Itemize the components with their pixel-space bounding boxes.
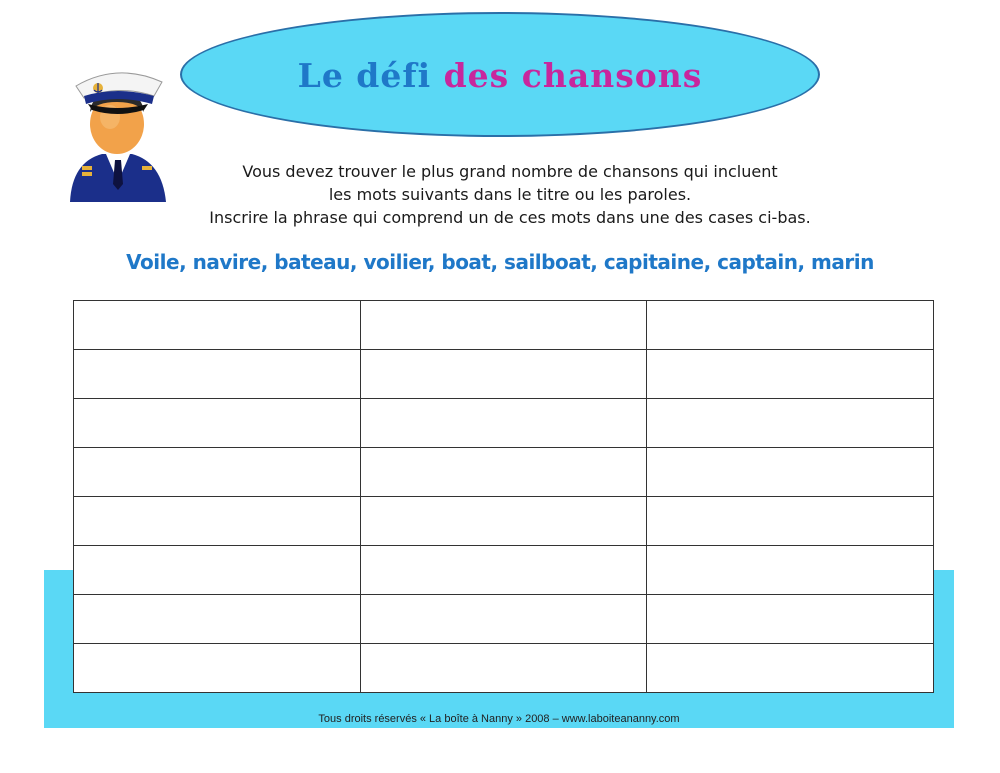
answer-cell[interactable] [647, 399, 934, 448]
answer-cell[interactable] [647, 595, 934, 644]
instruction-line-2: les mots suivants dans le titre ou les paroles. [328, 185, 692, 204]
keyword-list: Voile, navire, bateau, voilier, boat, sailboat, capitaine, captain, marin [126, 250, 874, 274]
answer-cell[interactable] [647, 448, 934, 497]
title-part-2: des chansons [443, 56, 703, 95]
answer-cell[interactable] [74, 399, 361, 448]
answer-cell[interactable] [647, 546, 934, 595]
answer-cell[interactable] [360, 350, 647, 399]
answer-cell[interactable] [74, 448, 361, 497]
answer-cell[interactable] [360, 301, 647, 350]
answer-cell[interactable] [647, 301, 934, 350]
grid-row [74, 595, 934, 644]
instruction-line-3: Inscrire la phrase qui comprend un de ces mots dans une des cases ci-bas. [209, 208, 811, 227]
answer-cell[interactable] [74, 546, 361, 595]
answer-cell[interactable] [74, 644, 361, 693]
grid-row [74, 301, 934, 350]
grid-row [74, 350, 934, 399]
answer-grid [73, 300, 934, 693]
answer-cell[interactable] [647, 350, 934, 399]
answer-cell[interactable] [647, 497, 934, 546]
answer-cell[interactable] [360, 399, 647, 448]
answer-cell[interactable] [74, 595, 361, 644]
grid-row [74, 399, 934, 448]
answer-cell[interactable] [360, 546, 647, 595]
answer-cell[interactable] [360, 497, 647, 546]
instruction-line-1: Vous devez trouver le plus grand nombre de chansons qui incluent [242, 162, 778, 181]
grid-row [74, 644, 934, 693]
answer-cell[interactable] [360, 644, 647, 693]
captain-icon [62, 62, 172, 212]
answer-cell[interactable] [647, 644, 934, 693]
page-title [180, 56, 820, 95]
answer-cell[interactable] [74, 497, 361, 546]
answer-cell[interactable] [360, 595, 647, 644]
instructions [180, 160, 840, 229]
answer-cell[interactable] [74, 301, 361, 350]
copyright-footer: Tous droits réservés « La boîte à Nanny » 2008 – www.laboiteananny.com [318, 713, 680, 725]
grid-row [74, 448, 934, 497]
title-part-1: Le défi [297, 56, 432, 95]
answer-cell[interactable] [360, 448, 647, 497]
grid-row [74, 497, 934, 546]
grid-row [74, 546, 934, 595]
answer-cell[interactable] [74, 350, 361, 399]
